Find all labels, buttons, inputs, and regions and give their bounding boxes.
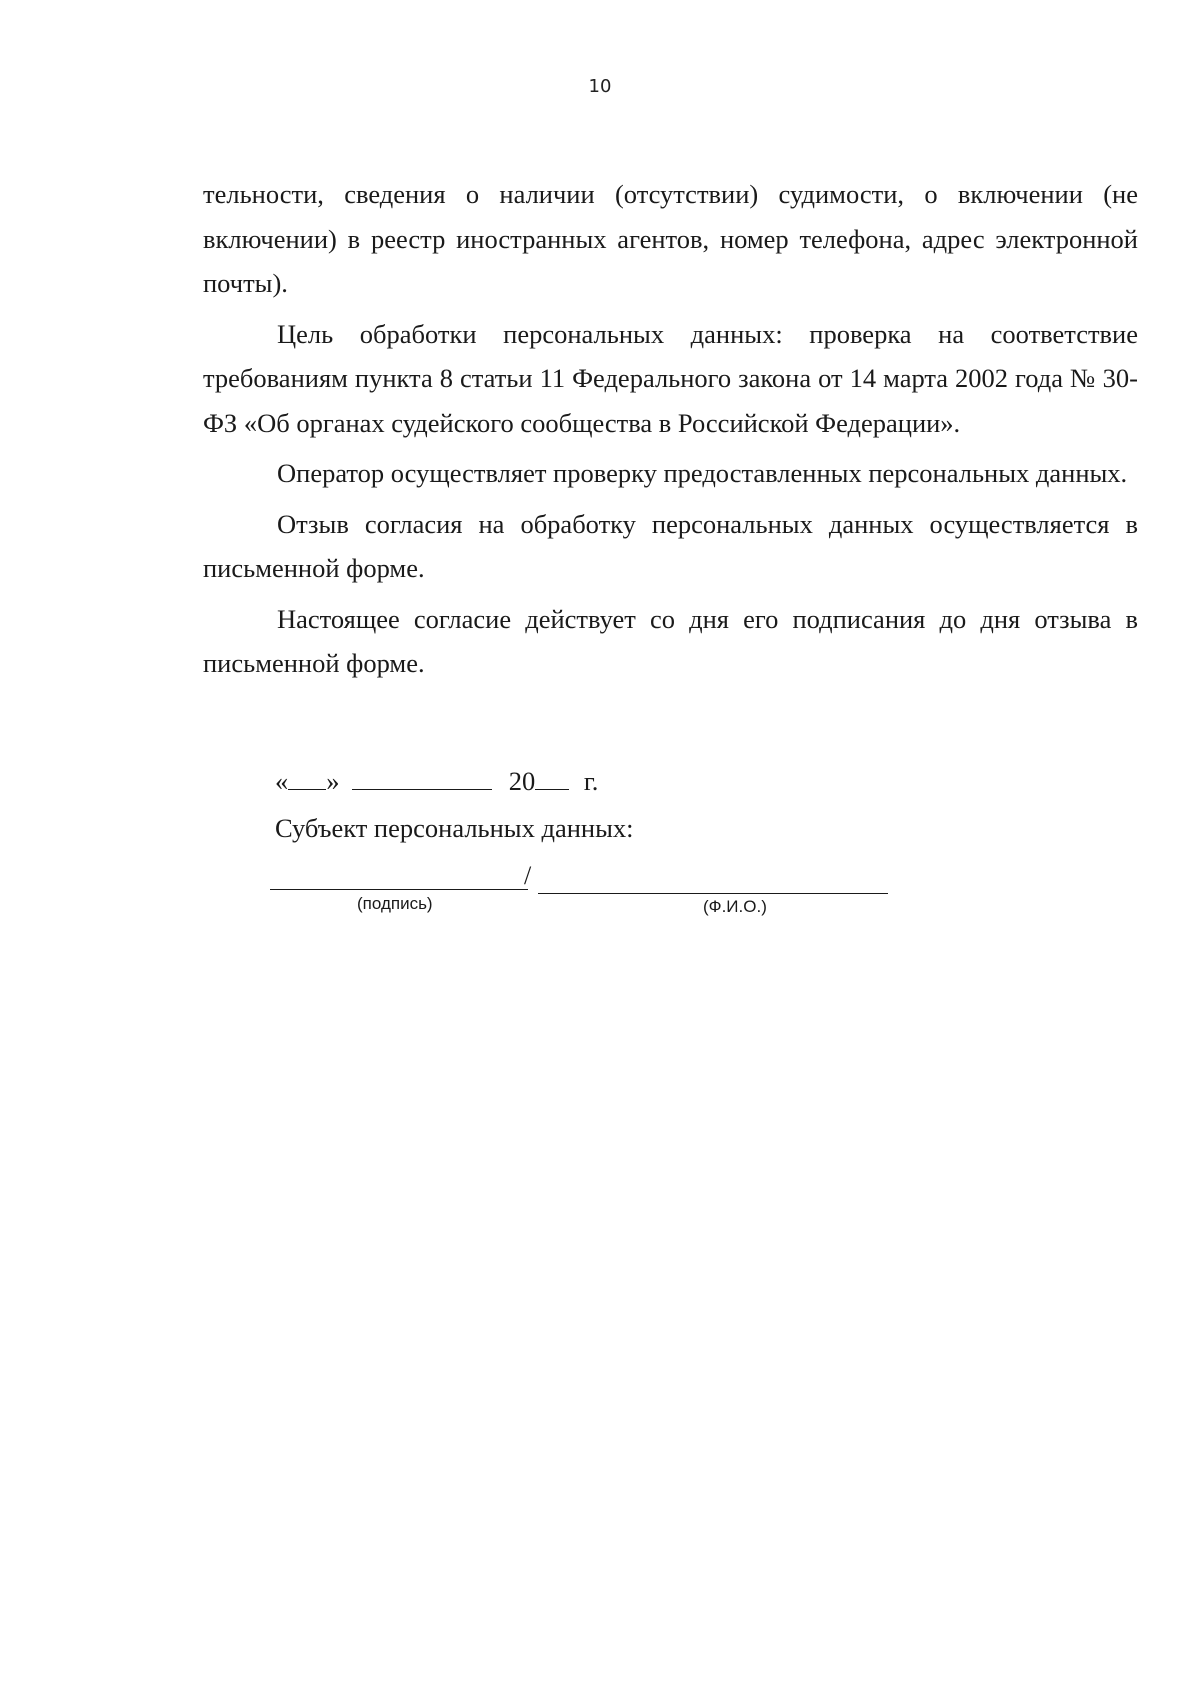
date-close-quote: » <box>326 766 340 796</box>
date-open-quote: « <box>275 766 289 796</box>
full-name-line <box>538 893 888 894</box>
date-line <box>275 766 598 797</box>
paragraph-consent-withdrawal: Отзыв согласия на обработку персональных данных осуществляется в письменной форме. <box>203 508 1138 583</box>
month-blank <box>352 767 492 790</box>
signature-line <box>270 889 528 890</box>
year-suffix: г. <box>583 766 599 796</box>
signature-separator: / <box>524 861 532 890</box>
year-prefix: 20 <box>508 766 536 796</box>
paragraph-processing-purpose: Цель обработки персональных данных: проверка на соответствие требованиям пункта 8 статьи 11 Федерального закона от 14 марта 2002 года № 30-ФЗ «Об органах судейского сообщества в Российской Федерации». <box>203 318 1138 438</box>
paragraph-consent-validity: Настоящее согласие действует со дня его подписания до дня отзыва в письменной форме. <box>203 603 1138 678</box>
page-number: 10 <box>588 76 612 97</box>
signature-caption: (подпись) <box>357 894 433 913</box>
year-blank <box>535 767 569 790</box>
day-blank <box>288 767 326 790</box>
paragraph-personal-data-list: тельности, сведения о наличии (отсутствии) судимости, о включении (не включении) в реестр иностранных агентов, номер телефона, адрес электронной почты). <box>203 179 1138 298</box>
document-body <box>203 172 1138 692</box>
subject-label: Субъект персональных данных: <box>275 813 634 843</box>
paragraph-operator-verification: Оператор осуществляет проверку предоставленных персональных данных. <box>277 458 1128 488</box>
full-name-caption: (Ф.И.О.) <box>703 897 767 916</box>
